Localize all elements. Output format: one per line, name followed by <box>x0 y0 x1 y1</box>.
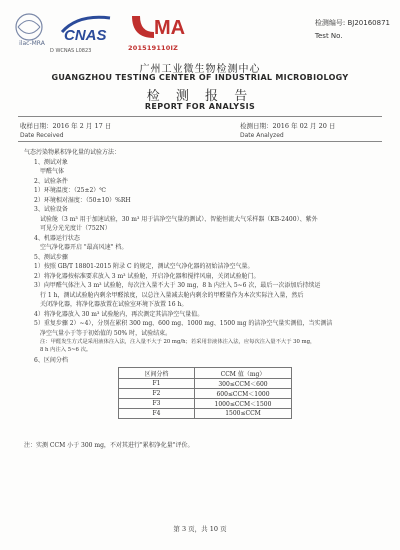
date-received <box>20 121 111 139</box>
body-line: 3）向甲醛气体注入 3 m³ 试验舱，每次注入量不大于 30 mg，8 h 内注入 5~6 次，最后一次添加后持续运 <box>34 282 321 289</box>
ccm-grade-table <box>118 367 292 419</box>
report-title-cn: 检 测 报 告 <box>146 89 254 104</box>
section-6-heading: 6、区间分档 <box>34 357 68 364</box>
body-line: 净空气量小于等于初始值的 50% 时，试验结束。 <box>40 329 172 337</box>
date-analyzed <box>240 121 335 139</box>
svg-text:CNAS: CNAS <box>64 27 107 44</box>
body-line: 3、试验设备 <box>34 206 68 213</box>
body-line: 4、机器运行状态 <box>34 234 80 242</box>
date-received-cn: 收样日期：2016 年 2 月 17 日 <box>20 122 112 130</box>
divider-top <box>18 116 382 117</box>
table-cell-grade: F4 <box>119 409 195 419</box>
body-line: 1、测试对象 <box>34 158 68 166</box>
body-line: 2、试验条件 <box>34 177 68 185</box>
table-note: 注：实测 CCM 小于 300 mg，不对其进行"累积净化量"评价。 <box>24 442 194 449</box>
divider-dates <box>18 141 382 142</box>
date-analyzed-cn: 检测日期：2016 年 02 月 20 日 <box>240 122 336 130</box>
report-number-en: Test No. <box>314 32 343 40</box>
table-row <box>119 389 292 399</box>
cma-number: 201519110IZ <box>128 44 179 52</box>
method-body <box>24 146 380 366</box>
cnas-logo <box>58 10 118 46</box>
date-received-en: Date Received <box>20 132 64 139</box>
date-analyzed-en: Date Analyzed <box>240 132 284 139</box>
cma-logo <box>128 12 186 42</box>
page-footer: 第 3 页，共 10 页 <box>173 525 227 533</box>
method-heading: 气态污染物累积净化量的试验方法： <box>24 149 121 156</box>
table-header-ccm: CCM 值（mg） <box>195 368 292 379</box>
table-header-grade: 区间分档 <box>119 368 195 379</box>
ilac-label: ilac-MRA <box>19 40 45 47</box>
table-cell-range: 300≤CCM＜600 <box>195 379 292 389</box>
report-number <box>315 18 390 40</box>
body-note-line: 8 h 内注入 5~6 次。 <box>40 347 92 353</box>
body-line: 关闭净化器，将净化器放置在试验室环境下放置 16 h。 <box>40 301 188 308</box>
body-note-line: 注：甲醛发生方式是采用液体注入法，注入量不大于 20 mg/h；若采用非液体注入法，应每次注入量不大于 30 mg， <box>40 339 316 345</box>
table-cell-grade: F1 <box>119 379 195 389</box>
body-line: 1）环境温度：（25±2）℃ <box>34 187 107 194</box>
body-line: 2）环境相对湿度：（50±10）%RH <box>34 196 131 204</box>
body-line: 2）将净化器按标准要求放入 3 m³ 试验舱，开启净化器和搅拌风扇，关闭试验舱门。 <box>34 272 260 280</box>
body-line: 1）按照 GB/T 18801-2015 附录 C 的规定，测试空气净化器的初始洁净空气量。 <box>34 263 254 270</box>
logos <box>10 10 200 62</box>
report-title-en: REPORT FOR ANALYSIS <box>144 102 256 111</box>
body-line: 甲醛气体 <box>40 168 65 175</box>
table-cell-range: 1500≤CCM <box>195 409 292 419</box>
table-header-row <box>119 368 292 379</box>
table-row <box>119 399 292 409</box>
table-row <box>119 409 292 419</box>
svg-text:MA: MA <box>154 17 186 39</box>
table-cell-range: 600≤CCM＜1000 <box>195 389 292 399</box>
report-number-cn: 检测编号: BJ20160871 <box>314 19 390 27</box>
body-line: 试验舱（3 m³ 用于加速试验，30 m³ 用于洁净空气量的测试）、智能恒流大气采样器（KB-2400）、紫外 <box>40 215 318 223</box>
body-line: 行 1 h，测试试验舱内剩余甲醛浓度，以总注入量减去舱内剩余的甲醛量作为本次实际注入量，然后 <box>40 291 304 299</box>
body-line: 空气净化器开启 "最高风速" 档。 <box>40 244 128 251</box>
cnas-sub-label: D WCNAS L0823 <box>50 48 92 54</box>
table-cell-range: 1000≤CCM＜1500 <box>195 399 292 409</box>
table-cell-grade: F3 <box>119 399 195 409</box>
table-row <box>119 379 292 389</box>
table-cell-grade: F2 <box>119 389 195 399</box>
center-name-en: GUANGZHOU TESTING CENTER OF INDUSTRIAL MICROBIOLOGY <box>51 73 349 82</box>
body-line: 5）重复步骤 2）~4），分别在累积 300 mg、600 mg、1000 mg、1500 mg 的洁净空气量实测值，当实测洁 <box>34 320 333 327</box>
body-line: 可见分光光度计（752N） <box>40 225 111 232</box>
body-line: 5、测试步骤 <box>34 253 68 261</box>
center-name-cn: 广州工业微生物检测中心 <box>139 64 261 75</box>
body-line: 4）将净化器放入 30 m³ 试验舱内，再次测定其洁净空气量值。 <box>34 310 204 318</box>
